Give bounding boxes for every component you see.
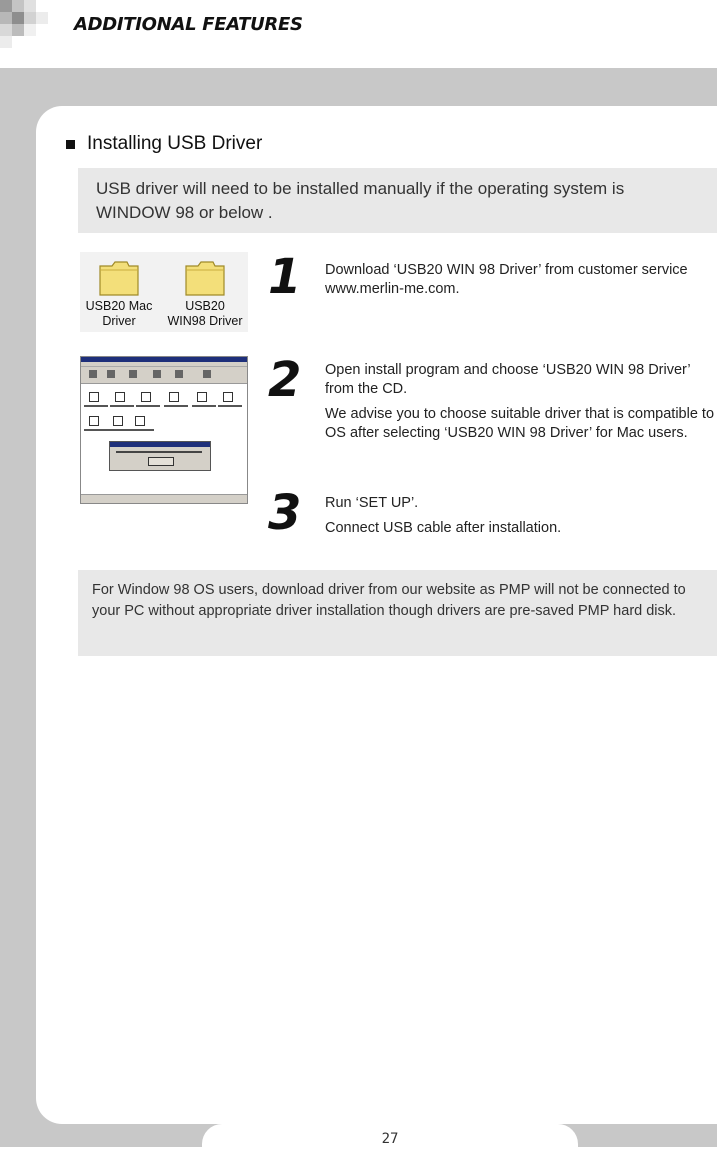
folder-label-line2: WIN98 Driver (167, 314, 243, 328)
step-1-line-1: Download ‘USB20 WIN 98 Driver’ from customer service www.merlin-me.com. (325, 262, 688, 297)
page-number-tab (202, 1124, 578, 1164)
folder-label-line2: Driver (102, 314, 136, 328)
driver-folders-image (80, 252, 248, 332)
section-title (66, 133, 262, 155)
window-statusbar (81, 494, 247, 503)
section-title-text: Installing USB Driver (87, 133, 263, 154)
window-toolbar (81, 367, 247, 384)
page-number: 27 (381, 1131, 399, 1147)
step-3-number: 3 (268, 485, 302, 541)
step-3-line-1: Run ‘SET UP’. (325, 495, 419, 511)
installer-window-screenshot (80, 356, 248, 504)
step-3-line-2: Connect USB cable after installation. (325, 520, 562, 536)
folder-usb20-win98 (162, 258, 248, 328)
step-2-line-1: Open install program and choose ‘USB20 WIN 98 Driver’ from the CD. (325, 362, 691, 397)
step-2-number: 2 (268, 352, 302, 408)
folder-usb20-mac (76, 258, 162, 328)
square-bullet-icon (66, 140, 75, 149)
step-2-line-2: We advise you to choose suitable driver that is compatible to OS after selecting ‘USB20 WIN 98 Driver’ for Mac users. (325, 406, 715, 441)
step-1-text (325, 261, 717, 305)
step-3-text (325, 494, 717, 544)
step-1-number: 1 (268, 249, 302, 305)
header-mosaic-decoration (0, 0, 48, 48)
page-header-title: ADDITIONAL FEATURES (74, 14, 303, 35)
install-complete-dialog (109, 441, 211, 471)
step-2-text (325, 361, 717, 449)
folder-icon (97, 258, 141, 298)
notice-box-top: USB driver will need to be installed manually if the operating system is WINDOW 98 or below . (78, 168, 717, 233)
window-file-area (81, 384, 247, 494)
notice-box-bottom: For Window 98 OS users, download driver from our website as PMP will not be connected to your PC without appropriate driver installation though drivers are pre-saved PMP hard disk. (78, 570, 717, 656)
folder-label-line1: USB20 (185, 299, 225, 313)
folder-label-line1: USB20 Mac (85, 299, 153, 313)
folder-icon (183, 258, 227, 298)
